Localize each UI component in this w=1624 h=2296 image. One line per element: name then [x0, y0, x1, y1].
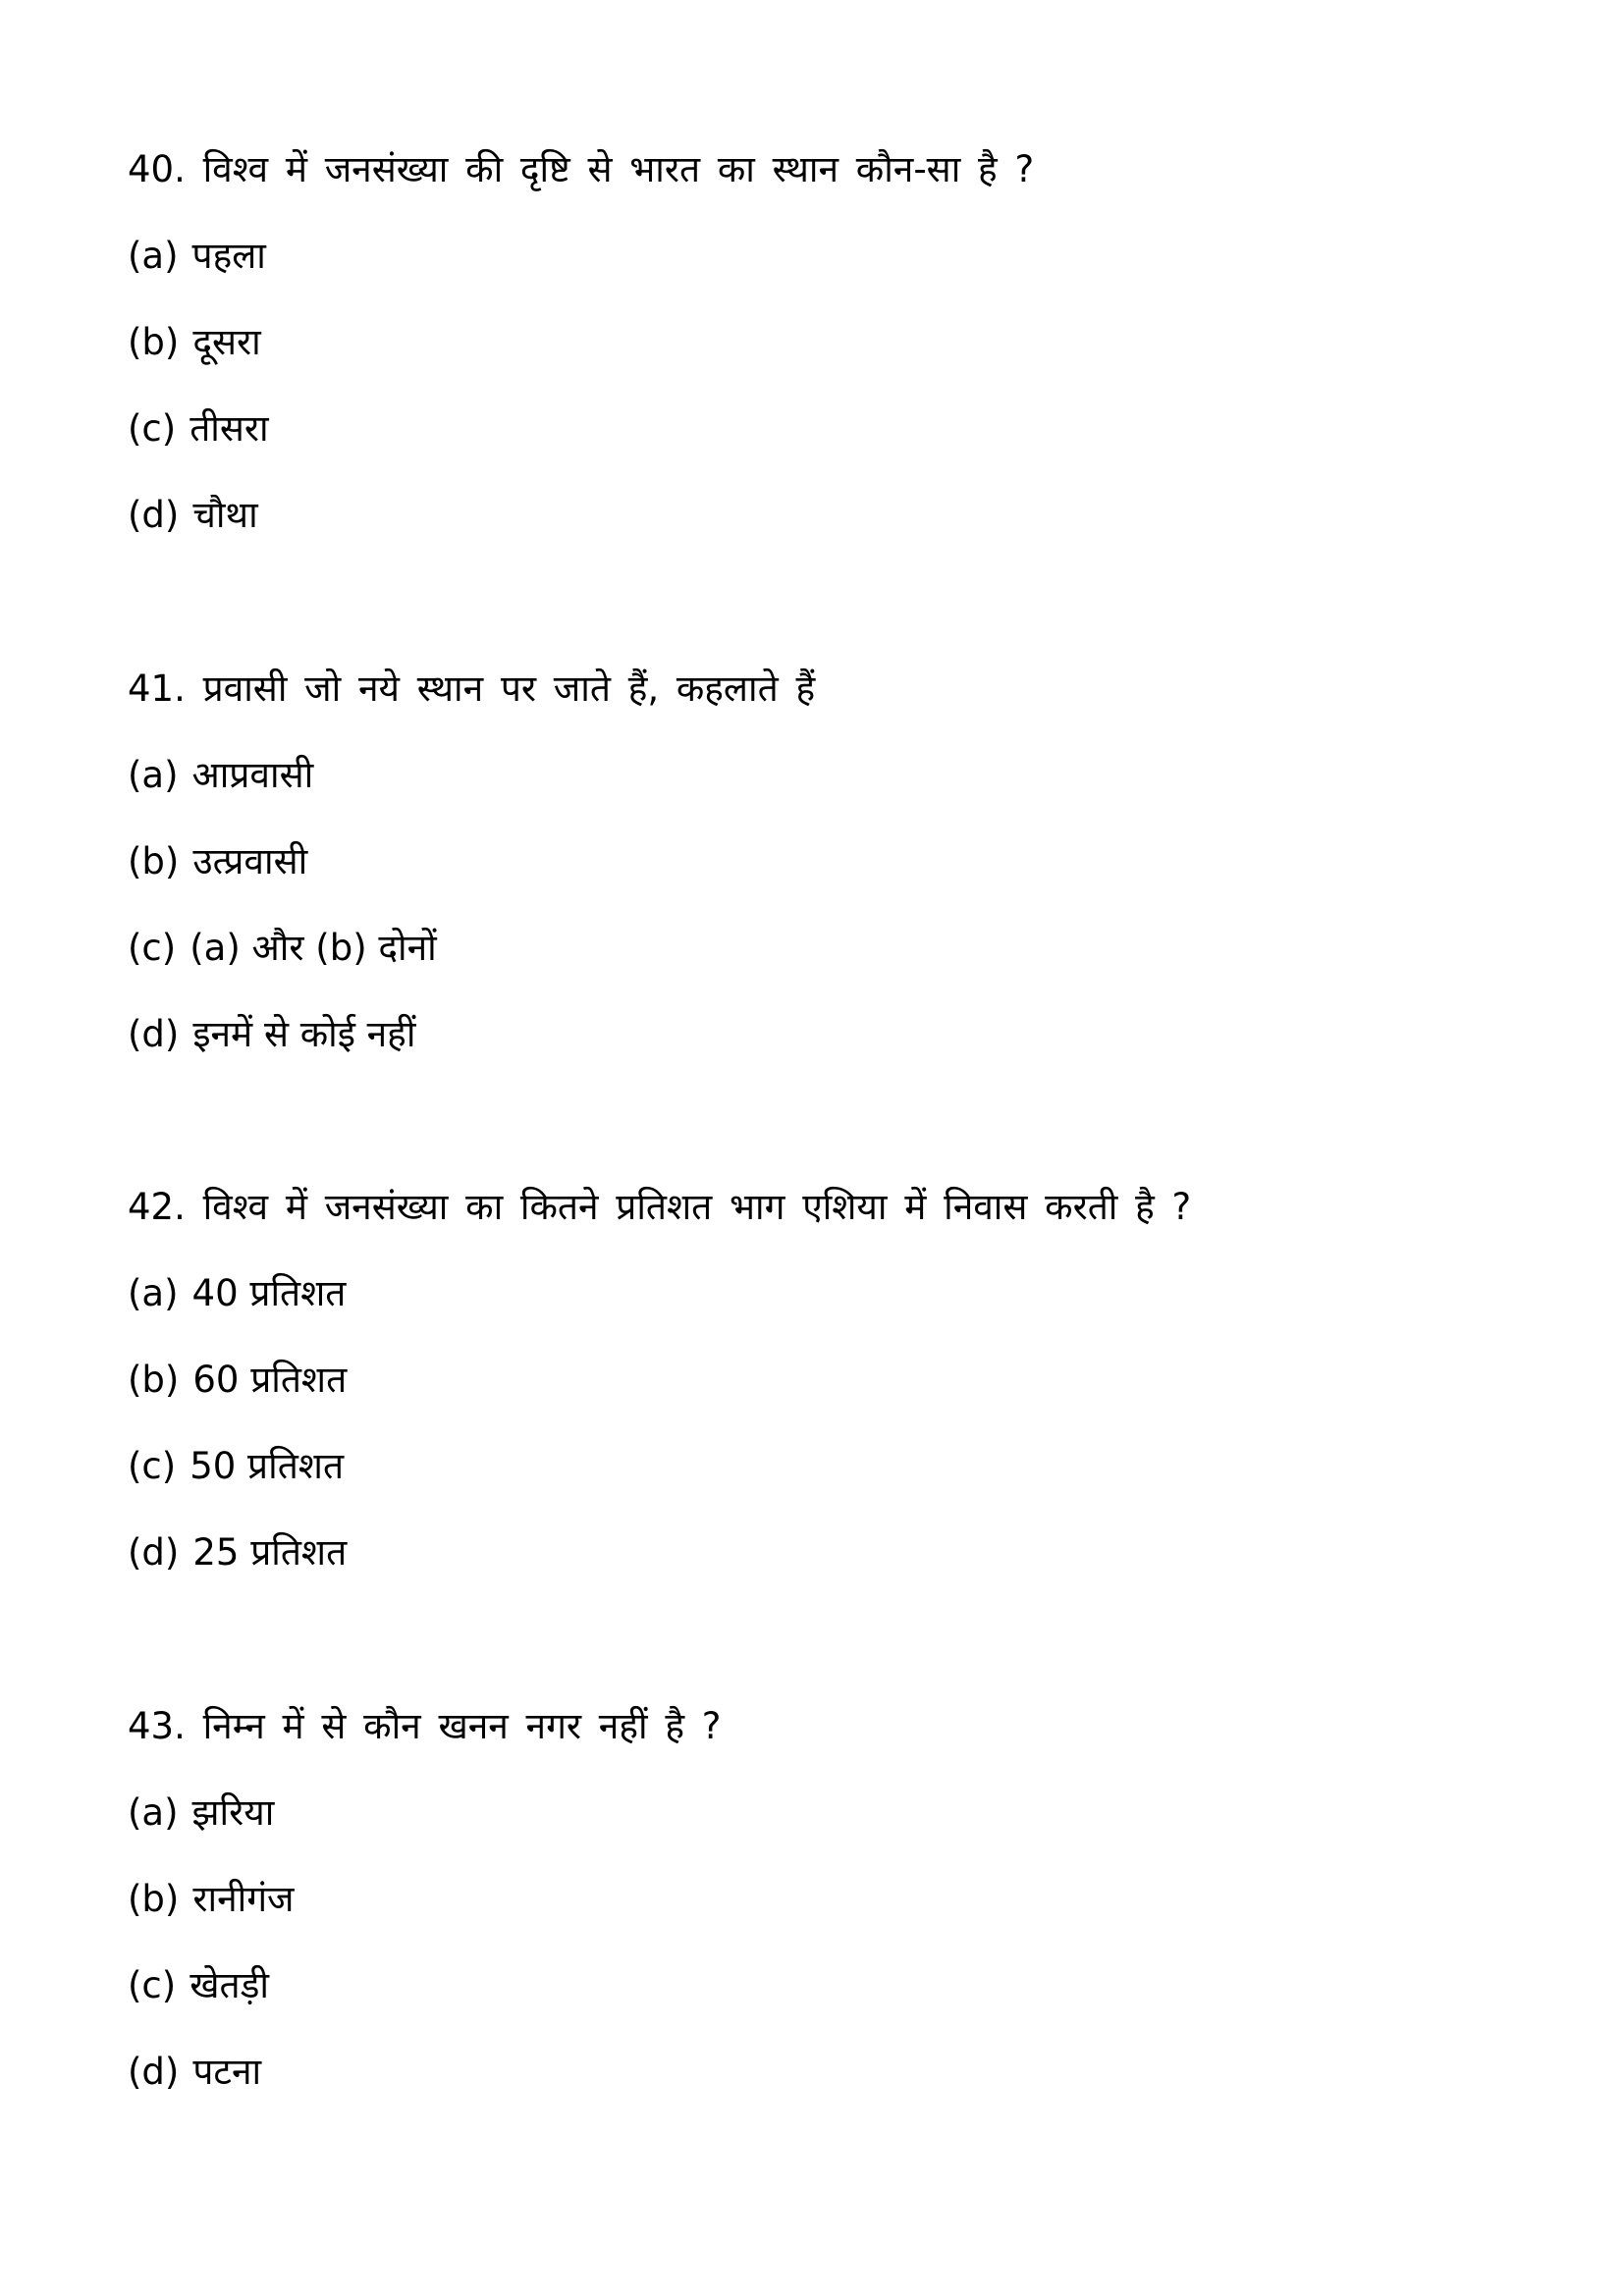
- option-text: खेतड़ी: [189, 1964, 269, 2006]
- option-key: (c): [128, 927, 177, 969]
- option-a: [128, 232, 1542, 281]
- option-c: [128, 1961, 1542, 2010]
- question-43: [128, 1702, 1542, 2134]
- option-text: तीसरा: [189, 407, 269, 450]
- question-41: [128, 665, 1542, 1096]
- question-40: [128, 145, 1542, 577]
- option-c: [128, 404, 1542, 454]
- option-key: (b): [128, 840, 180, 882]
- option-b: [128, 1875, 1542, 1924]
- option-key: (a): [128, 1791, 179, 1834]
- option-c: [128, 1442, 1542, 1491]
- option-key: (b): [128, 1878, 180, 1920]
- option-text: पटना: [192, 2051, 262, 2093]
- option-key: (a): [128, 235, 179, 277]
- option-text: इनमें से कोई नहीं: [192, 1013, 416, 1055]
- option-key: (d): [128, 1013, 180, 1055]
- option-b: [128, 1356, 1542, 1405]
- option-text: 50 प्रतिशत: [189, 1445, 345, 1487]
- option-d: [128, 1528, 1542, 1577]
- option-d: [128, 1010, 1542, 1059]
- option-text: 25 प्रतिशत: [192, 1531, 348, 1574]
- option-key: (a): [128, 754, 179, 796]
- option-list: [128, 1789, 1542, 2097]
- option-a: [128, 1269, 1542, 1318]
- option-key: (a): [128, 1272, 179, 1314]
- option-key: (d): [128, 1531, 180, 1574]
- option-a: [128, 1789, 1542, 1838]
- option-a: [128, 751, 1542, 800]
- option-d: [128, 491, 1542, 540]
- option-key: (c): [128, 1445, 177, 1487]
- option-key: (b): [128, 321, 180, 363]
- option-key: (c): [128, 1964, 177, 2006]
- question-text: 41. प्रवासी जो नये स्थान पर जाते हैं, कहलाते हैं: [128, 667, 816, 710]
- option-key: (b): [128, 1359, 180, 1401]
- question-text: 42. विश्व में जनसंख्या का कितने प्रतिशत भाग एशिया में निवास करती है ?: [128, 1186, 1192, 1228]
- option-c: [128, 924, 1542, 973]
- option-text: (a) और (b) दोनों: [189, 927, 437, 969]
- option-text: रानीगंज: [192, 1878, 295, 1920]
- question-text: 43. निम्न में से कौन खनन नगर नहीं है ?: [128, 1705, 722, 1747]
- option-text: पहला: [191, 235, 266, 277]
- option-text: दूसरा: [192, 321, 261, 363]
- option-text: आप्रवासी: [191, 754, 314, 796]
- option-text: 60 प्रतिशत: [192, 1359, 348, 1401]
- option-text: चौथा: [192, 494, 258, 536]
- option-b: [128, 837, 1542, 886]
- option-list: [128, 232, 1542, 540]
- question-text: 40. विश्व में जनसंख्या की दृष्टि से भारत का स्थान कौन-सा है ?: [128, 148, 1035, 190]
- option-key: (d): [128, 494, 180, 536]
- question-42: [128, 1183, 1542, 1615]
- option-key: (d): [128, 2051, 180, 2093]
- option-list: [128, 1269, 1542, 1577]
- option-text: 40 प्रतिशत: [191, 1272, 347, 1314]
- option-key: (c): [128, 407, 177, 450]
- option-b: [128, 318, 1542, 367]
- option-text: उत्प्रवासी: [192, 840, 308, 882]
- option-text: झरिया: [191, 1791, 275, 1834]
- option-list: [128, 751, 1542, 1059]
- option-d: [128, 2048, 1542, 2097]
